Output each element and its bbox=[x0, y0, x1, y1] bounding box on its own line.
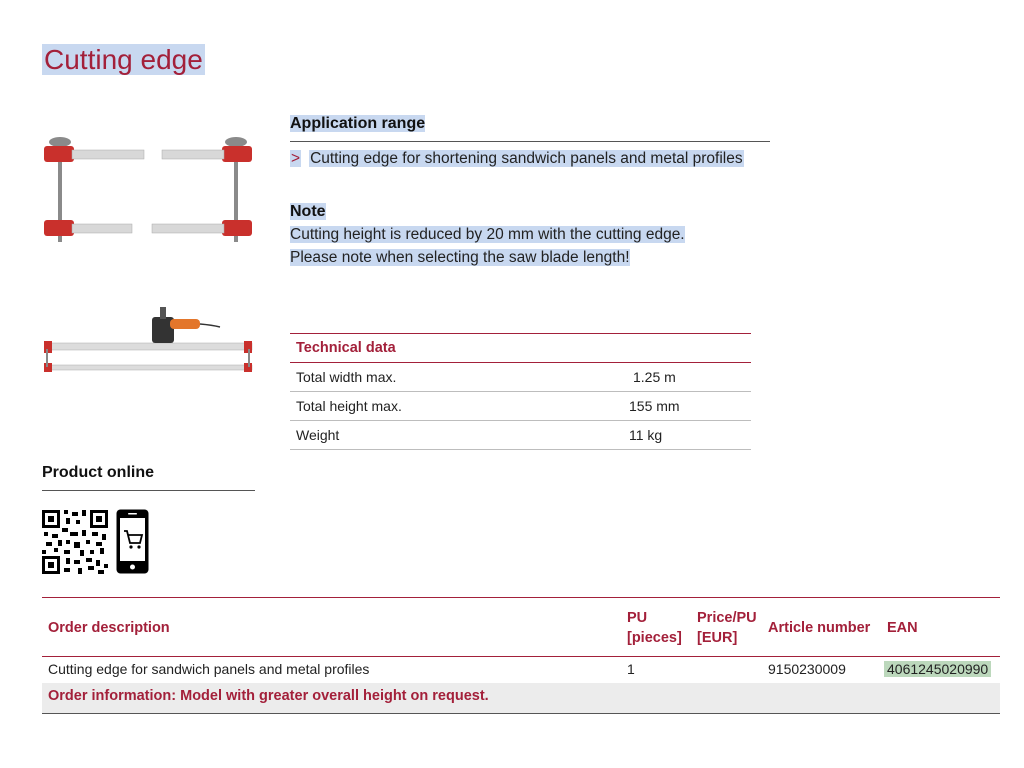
tech-label: Weight bbox=[290, 421, 623, 450]
table-row bbox=[290, 421, 751, 450]
pu-header-line2: [pieces] bbox=[627, 630, 682, 646]
saw-on-rail-image bbox=[42, 305, 257, 380]
technical-data-table bbox=[290, 333, 751, 450]
table-row bbox=[42, 655, 1000, 684]
note-heading: Note bbox=[290, 203, 326, 220]
page-title: Cutting edge bbox=[44, 44, 203, 75]
article-number-cell: 9150230009 bbox=[768, 661, 846, 677]
clamp-rails-image bbox=[42, 132, 257, 252]
tech-label: Total height max. bbox=[290, 392, 623, 421]
ean-cell: 4061245020990 bbox=[884, 661, 991, 677]
table-row bbox=[290, 392, 751, 421]
article-number-header: Article number bbox=[768, 620, 871, 636]
price-header-line1: Price/PU bbox=[697, 610, 757, 626]
technical-data-heading: Technical data bbox=[290, 334, 751, 363]
tech-value: 155 mm bbox=[623, 392, 751, 421]
technical-data-header bbox=[290, 334, 751, 363]
order-description-header: Order description bbox=[48, 620, 170, 636]
qr-code-icon[interactable] bbox=[42, 510, 108, 574]
smartphone-cart-icon[interactable] bbox=[116, 509, 149, 574]
tech-label: Total width max. bbox=[290, 363, 623, 392]
table-row bbox=[290, 363, 751, 392]
bullet-marker-icon: > bbox=[291, 150, 301, 167]
application-range-item: > Cutting edge for shortening sandwich panels and metal profiles bbox=[291, 150, 743, 167]
pu-cell: 1 bbox=[627, 661, 635, 677]
order-information-text: Order information: Model with greater overall height on request. bbox=[48, 688, 489, 704]
tech-value: 11 kg bbox=[623, 421, 751, 450]
note-line-2: Please note when selecting the saw blade length! bbox=[290, 249, 630, 266]
price-header-line2: [EUR] bbox=[697, 630, 738, 646]
application-range-heading: Application range bbox=[290, 115, 770, 142]
order-information-row bbox=[42, 683, 1000, 714]
pu-header-line1: PU bbox=[627, 610, 648, 626]
order-table-header bbox=[42, 597, 1000, 657]
product-online-heading: Product online bbox=[42, 464, 255, 491]
ean-header: EAN bbox=[887, 620, 918, 636]
order-description-cell: Cutting edge for sandwich panels and metal profiles bbox=[48, 661, 370, 677]
note-line-1: Cutting height is reduced by 20 mm with the cutting edge. bbox=[290, 226, 685, 243]
tech-value: 1.25 m bbox=[623, 363, 751, 392]
